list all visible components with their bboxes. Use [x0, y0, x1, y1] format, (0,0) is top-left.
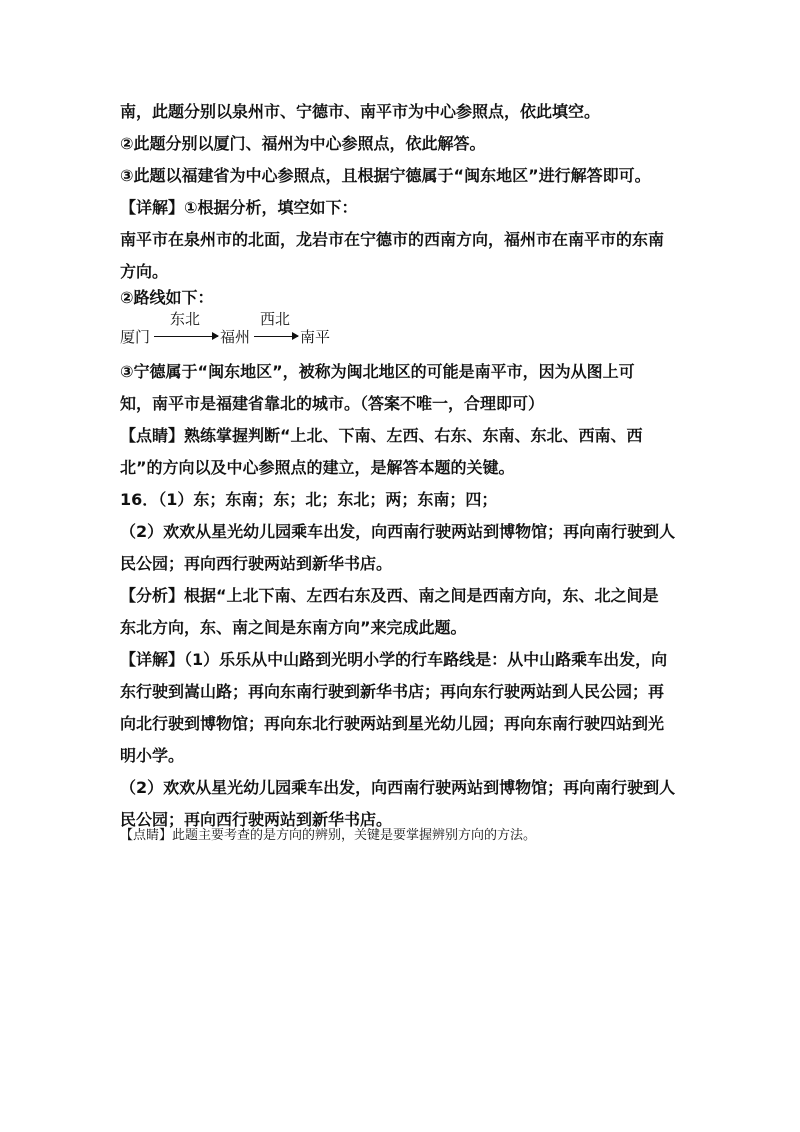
text-line: 【点睛】此题主要考查的是方向的辨别，关键是要掌握辨别方向的方法。 — [120, 828, 537, 843]
text-line: 明小学。 — [120, 746, 185, 765]
route-arrow-1 — [154, 336, 218, 337]
text-line: （2）欢欢从星光幼儿园乘车出发，向西南行驶两站到博物馆；再向南行驶到人 — [120, 522, 676, 541]
text-line: 方向。 — [120, 262, 169, 281]
text-line: 【分析】根据“上北下南、左西右东及西、南之间是西南方向，东、北之间是 — [120, 586, 659, 605]
text-line: 16．（1）东；东南；东；北；东北；两；东南；四； — [120, 490, 498, 509]
route-direction-1: 东北 — [170, 310, 201, 328]
text-line: 民公园；再向西行驶两站到新华书店。 — [120, 810, 393, 829]
text-line: ②此题分别以厦门、福州为中心参照点，依此解答。 — [120, 134, 486, 153]
text-line: ③此题以福建省为中心参照点，且根据宁德属于“闽东地区”进行解答即可。 — [120, 166, 651, 185]
text-line: ③宁德属于“闽东地区”，被称为闽北地区的可能是南平市，因为从图上可 — [120, 362, 635, 381]
text-line: ②路线如下： — [120, 288, 214, 307]
text-line: 知，南平市是福建省靠北的城市。（答案不唯一，合理即可） — [120, 394, 545, 413]
text-line: 向北行驶到博物馆；再向东北行驶两站到星光幼儿园；再向东南行驶四站到光 — [120, 714, 665, 733]
text-line: 【详解】（1）乐乐从中山路到光明小学的行车路线是：从中山路乘车出发，向 — [120, 650, 668, 669]
text-line: 北”的方向以及中心参照点的建立，是解答本题的关键。 — [120, 458, 515, 477]
text-line: 南平市在泉州市的北面，龙岩市在宁德市的西南方向，福州市在南平市的东南 — [120, 230, 665, 249]
route-arrow-2 — [254, 336, 298, 337]
route-mid: 福州 — [220, 328, 251, 346]
text-line: （2）欢欢从星光幼儿园乘车出发，向西南行驶两站到博物馆；再向南行驶到人 — [120, 778, 676, 797]
text-line: 东行驶到嵩山路；再向东南行驶到新华书店；再向东行驶两站到人民公园；再 — [120, 682, 665, 701]
route-start: 厦门 — [120, 328, 151, 346]
route-end: 南平 — [300, 328, 331, 346]
text-line: 民公园；再向西行驶两站到新华书店。 — [120, 554, 393, 573]
text-line: 南，此题分别以泉州市、宁德市、南平市为中心参照点，依此填空。 — [120, 102, 601, 121]
text-line: 【详解】①根据分析，填空如下： — [120, 198, 358, 217]
text-line: 东北方向，东、南之间是东南方向”来完成此题。 — [120, 618, 467, 637]
route-diagram — [120, 306, 380, 346]
route-direction-2: 西北 — [260, 310, 291, 328]
text-line: 【点睛】熟练掌握判断“上北、下南、左西、右东、东南、东北、西南、西 — [120, 426, 643, 445]
